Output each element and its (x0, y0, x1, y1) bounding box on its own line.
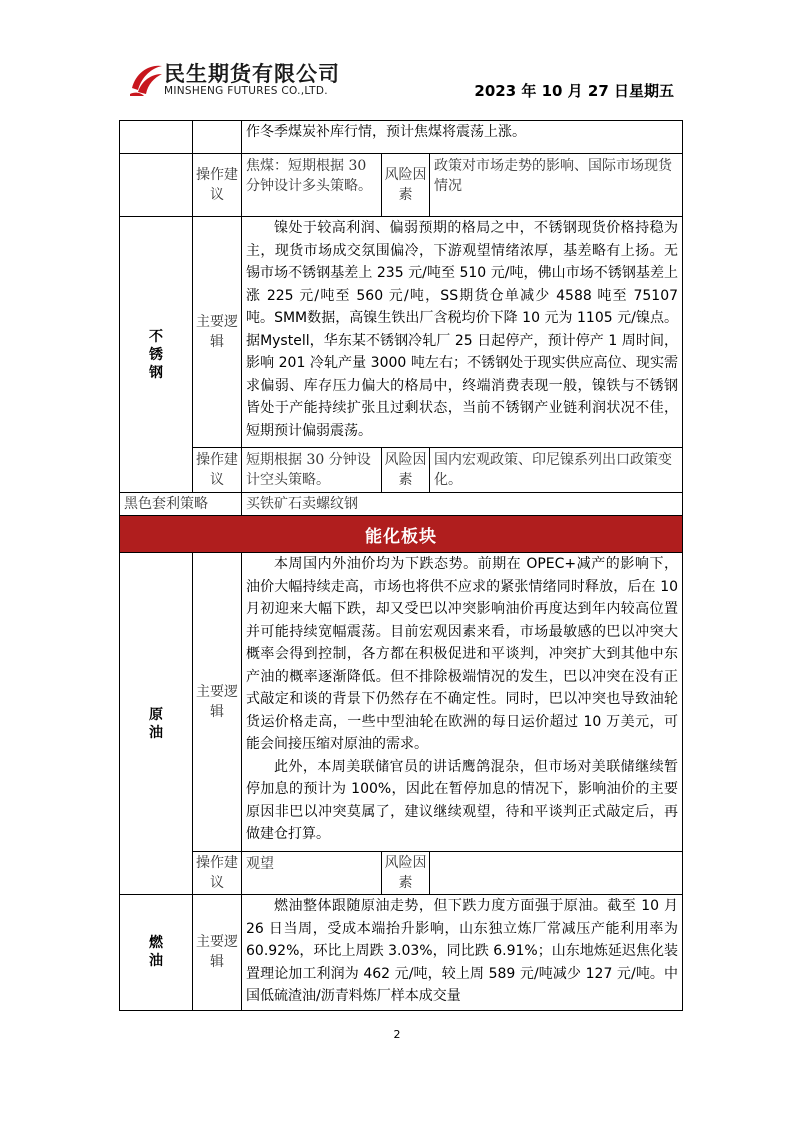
coke-logic-label-cell (193, 121, 242, 154)
stainless-suggestion-label: 操作建议 (193, 448, 242, 493)
crude-suggestion-row (120, 852, 683, 895)
stainless-logic-paragraph: 镍处于较高利润、偏弱预期的格局之中，不锈钢现货价格持稳为主，现货市场成交氛围偏冷，下游观望情绪浓厚，基差略有上扬。无锡市场不锈钢基差上 235 元/吨至 510 元/吨，佛山市场不锈钢基差上涨 225 元/吨至 560 元/吨，SS期货仓单减少 4588 吨至 75107 吨。SMM数据，高镍生铁出厂含税均价下降 10 元为 1105 元/镍点。据Mystell，华东某不锈钢冷轧厂 25 日起停产，预计停产 1 周时间，影响 201 冷轧产量 3000 吨左右；不锈钢处于现实供应高位、现实需求偏弱、库存压力偏大的格局中，终端消费表现一般，镍铁与不锈钢皆处于产能持续扩张且过剩状态，当前不锈钢产业链利润状况不佳，短期预计偏弱震荡。 (246, 220, 679, 439)
coke-risk-label: 风险因素 (382, 154, 430, 217)
page-number: 2 (393, 1028, 401, 1041)
coke-logic-text (242, 121, 683, 154)
company-name-en: MINSHENG FUTURES CO.,LTD. (164, 85, 328, 97)
arbitrage-label: 黑色套利策略 (120, 493, 242, 516)
crude-logic-paragraph-2: 此外，本周美联储官员的讲话鹰鸽混杂，但市场对美联储继续暂停加息的预计为 100%，因此在暂停加息的情况下，影响油价的主要原因非巴以冲突莫属了，建议继续观望，待和平谈判正式敲定后，再做建仓打算。 (246, 758, 679, 842)
crude-category-label: 原油 (149, 706, 163, 741)
crude-category (120, 553, 193, 895)
stainless-risk-text: 国内宏观政策、印尼镍系列出口政策变化。 (430, 448, 683, 493)
fuel-logic-label: 主要逻辑 (193, 895, 242, 1011)
coke-suggestion-text: 焦煤：短期根据 30 分钟设计多头策略。 (242, 154, 382, 217)
section-header-row (120, 516, 683, 553)
crude-logic-label: 主要逻辑 (193, 553, 242, 852)
fuel-logic-paragraph: 燃油整体跟随原油走势，但下跌力度方面强于原油。截至 10 月 26 日当周，受成本端抬升影响，山东独立炼厂常减压产能利用率为 60.92%，环比上周跌 3.03%，同比跌 6.91%；山东地炼延迟焦化装置理论加工利润为 462 元/吨，较上周 589 元/吨减少 127 元/吨。中国低硫渣油/沥青料炼厂样本成交量 (246, 898, 679, 1004)
stainless-category-label: 不锈钢 (149, 328, 163, 381)
report-date: 2023 年 10 月 27 日星期五 (474, 82, 674, 100)
stainless-logic-row (120, 217, 683, 448)
company-logo (128, 56, 368, 102)
stainless-category (120, 217, 193, 493)
page-header (0, 0, 794, 120)
coke-suggestion-label: 操作建议 (193, 154, 242, 217)
crude-suggestion-text: 观望 (242, 852, 382, 895)
coke-logic-paragraph: 作冬季煤炭补库行情，预计焦煤将震荡上涨。 (246, 124, 526, 140)
stainless-logic-label: 主要逻辑 (193, 217, 242, 448)
crude-logic-row (120, 553, 683, 852)
coke-logic-row (120, 121, 683, 154)
minsheng-logo-icon (128, 58, 164, 98)
crude-risk-label: 风险因素 (382, 852, 430, 895)
stainless-risk-label: 风险因素 (382, 448, 430, 493)
fuel-category (120, 895, 193, 1011)
report-table (119, 120, 683, 1011)
stainless-suggestion-row (120, 448, 683, 493)
crude-risk-text (430, 852, 683, 895)
coke-risk-text: 政策对市场走势的影响、国际市场现货情况 (430, 154, 683, 217)
crude-logic-paragraph-1: 本周国内外油价均为下跌态势。前期在 OPEC+减产的影响下，油价大幅持续走高，市场也将供不应求的紧张情绪同时释放，后在 10 月初迎来大幅下跌，却又受巴以冲突影响油价再度达到年内较高位置并可能持续宽幅震荡。目前宏观因素来看，市场最敏感的巴以冲突大概率会得到控制，各方都在积极促进和平谈判，冲突扩大到其他中东产油的概率逐渐降低。但不排除极端情况的发生，巴以冲突在没有正式敲定和谈的背景下仍然存在不确定性。同时，巴以冲突也导致油轮货运价格走高，一些中型油轮在欧洲的每日运价超过 10 万美元，可能会间接压缩对原油的需求。 (246, 556, 679, 752)
stainless-suggestion-text: 短期根据 30 分钟设计空头策略。 (242, 448, 382, 493)
section-title: 能化板块 (120, 516, 683, 553)
fuel-logic-text (242, 895, 683, 1011)
crude-suggestion-label: 操作建议 (193, 852, 242, 895)
coke-suggestion-row (120, 154, 683, 217)
coke-category-cell (120, 121, 193, 154)
stainless-logic-text (242, 217, 683, 448)
arbitrage-row (120, 493, 683, 516)
coke-category-cell-2 (120, 154, 193, 217)
fuel-logic-row (120, 895, 683, 1011)
crude-logic-text (242, 553, 683, 852)
fuel-category-label: 燃油 (149, 935, 163, 970)
company-name-cn: 民生期货有限公司 (164, 62, 340, 86)
arbitrage-value: 买铁矿石卖螺纹钢 (242, 493, 683, 516)
